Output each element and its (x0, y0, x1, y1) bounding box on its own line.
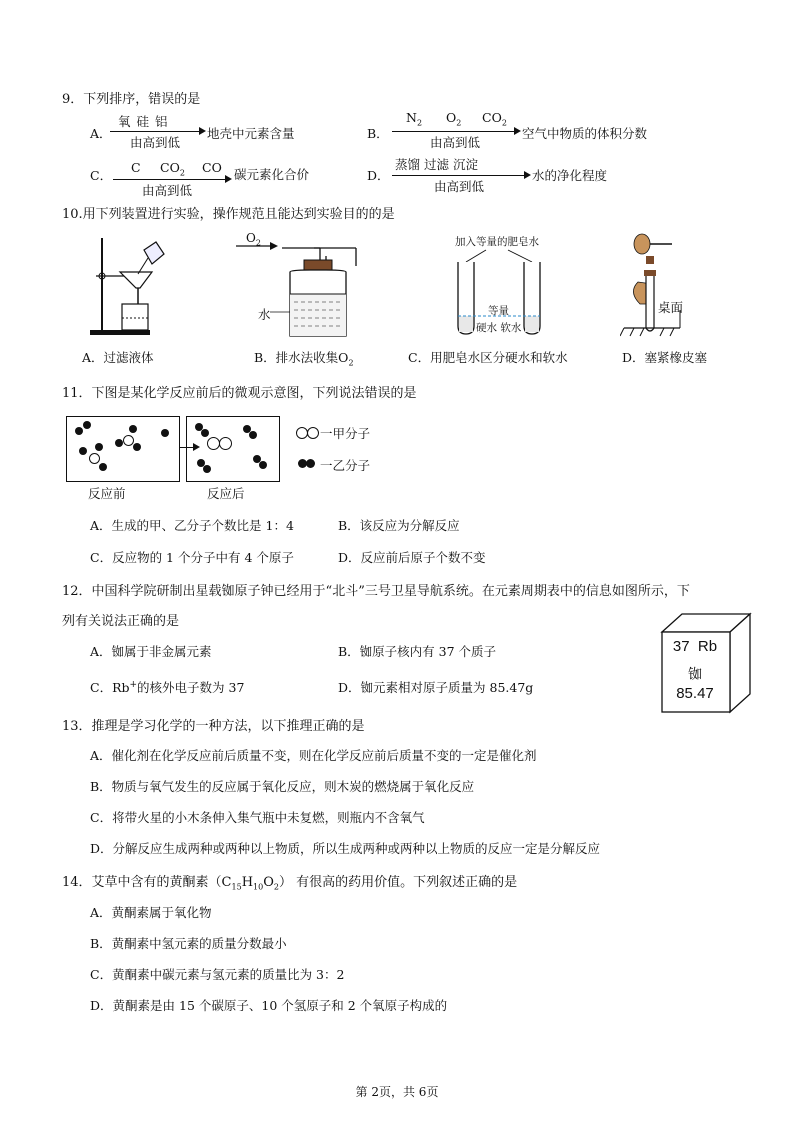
q9-option-b-arrow (392, 131, 515, 132)
filtration-apparatus-figure (88, 230, 178, 345)
q9-option-c-under: 由高到低 (142, 183, 193, 198)
q9-option-c-formula-3: CO (202, 160, 222, 175)
element-number-symbol: 37 Rb (672, 638, 718, 655)
add-soap-water-label: 加入等量的肥皂水 (455, 236, 539, 248)
q12-option-c: C．Rb+的核外电子数为 37 (90, 679, 245, 695)
q13-stem: 13．推理是学习化学的一种方法，以下推理正确的是 (62, 719, 365, 734)
q9-option-c-arrow (113, 179, 226, 180)
q9-option-a-result: 地壳中元素含量 (207, 126, 295, 141)
q12-option-a: A．铷属于非金属元素 (90, 644, 212, 659)
q9-option-b-arrowhead (514, 127, 521, 135)
q10-option-b: B．排水法收集$O_2$ (254, 350, 354, 368)
q9-option-d-result: 水的净化程度 (532, 168, 608, 183)
after-reaction-box (186, 416, 280, 482)
page-footer: 第 2页，共 6页 (355, 1085, 439, 1099)
q14-option-d: D．黄酮素是由 15 个碳原子、10 个氢原子和 2 个氧原子构成的 (90, 998, 448, 1013)
q13-option-b: B．物质与氧气发生的反应属于氧化反应，则木炭的燃烧属于氧化反应 (90, 779, 475, 794)
q10-option-c: C．用肥皂水区分硬水和软水 (408, 350, 568, 365)
legend-jia-label: 一甲分子 (320, 426, 371, 441)
element-mass: 85.47 (676, 685, 714, 702)
q11-stem: 11．下图是某化学反应前后的微观示意图，下列说法错误的是 (62, 386, 417, 401)
equal-amount-label: 等量 (488, 305, 509, 317)
q13-option-a: A．催化剂在化学反应前后质量不变，则在化学反应前后质量不变的一定是催化剂 (90, 748, 537, 763)
q9-option-d-arrow (392, 175, 525, 176)
q9-option-a-under: 由高到低 (130, 135, 181, 150)
q9-option-b-letter: B． (367, 126, 389, 141)
q11-option-a: A．生成的甲、乙分子个数比是 1：4 (90, 518, 294, 533)
water-collection-apparatus-figure (230, 240, 380, 345)
q9-option-c-formula-2: $CO_2$ (160, 160, 185, 178)
after-reaction-label: 反应后 (207, 486, 245, 501)
q14-option-c: C．黄酮素中碳元素与氢元素的质量比为 3：2 (90, 967, 345, 982)
q12-stem-line2: 列有关说法正确的是 (62, 614, 180, 629)
q9-option-a-arrow (110, 131, 200, 132)
q9-option-b-formula-1: $N_2$ (406, 110, 423, 128)
q9-option-b-under: 由高到低 (430, 135, 481, 150)
q13-option-c: C．将带火星的小木条伸入集气瓶中未复燃，则瓶内不含氧气 (90, 810, 425, 825)
q14-option-a: A．黄酮素属于氧化物 (90, 905, 212, 920)
q13-option-d: D．分解反应生成两种或两种以上物质，所以生成两种或两种以上物质的反应一定是分解反应 (90, 841, 601, 856)
q9-option-d-items: 蒸馏 过滤 沉淀 (395, 157, 478, 172)
q9-option-c-result: 碳元素化合价 (234, 167, 310, 182)
q9-option-b-result: 空气中物质的体积分数 (522, 126, 648, 141)
q11-option-d: D．反应前后原子个数不变 (338, 550, 486, 565)
q9-option-c-formula-1: C (131, 160, 141, 175)
q9-option-b-formula-2: $O_2$ (446, 110, 462, 128)
q12-stem-line1: 12．中国科学院研制出星载铷原子钟已经用于“北斗”三号卫星导航系统。在元素周期表中的信息如图所示，下 (62, 584, 690, 599)
q10-stem: 10.用下列装置进行实验，操作规范且能达到实验目的的是 (62, 207, 395, 222)
q12-option-b: B．铷原子核内有 37 个质子 (338, 644, 497, 659)
q14-stem: 14．艾草中含有的黄酮素$(C_{15}H_{10}O_2)$ 有很高的药用价值。下列叙述正确的是 (62, 875, 518, 892)
q9-option-d-arrowhead (524, 171, 531, 179)
q9-option-b-formula-3: $CO_2$ (482, 110, 507, 128)
legend-jia-atom-2 (307, 427, 319, 439)
before-reaction-box (66, 416, 180, 482)
legend-yi-atom-2 (306, 459, 315, 468)
stopper-apparatus-figure (620, 232, 700, 342)
before-reaction-label: 反应前 (88, 486, 126, 501)
q9-option-a-letter: A． (90, 126, 112, 141)
o2-label: $O_2$ (246, 231, 261, 248)
legend-yi-label: 一乙分子 (320, 458, 371, 473)
q9-option-c-letter: C． (90, 168, 113, 183)
q10-option-a: A．过滤液体 (82, 350, 154, 365)
q10-option-d: D．塞紧橡皮塞 (622, 350, 708, 365)
q9-option-a-arrowhead (199, 127, 206, 135)
q14-option-b: B．黄酮素中氢元素的质量分数最小 (90, 936, 287, 951)
q9-stem: 9．下列排序，错误的是 (62, 92, 201, 107)
q12-option-d: D．铷元素相对原子质量为 85.47g (338, 680, 534, 695)
q9-option-d-letter: D． (367, 168, 390, 183)
element-name: 铷 (688, 667, 702, 683)
q9-option-c-arrowhead (225, 175, 232, 183)
q9-option-a-items: 氧 硅 铝 (118, 114, 169, 129)
desk-label: 桌面 (658, 300, 684, 315)
hard-soft-water-label: 硬水 软水 (476, 322, 522, 334)
q11-option-b: B．该反应为分解反应 (338, 518, 460, 533)
water-label: 水 (258, 307, 271, 322)
q11-option-c: C．反应物的 1 个分子中有 4 个原子 (90, 550, 294, 565)
q9-option-d-under: 由高到低 (434, 179, 485, 194)
